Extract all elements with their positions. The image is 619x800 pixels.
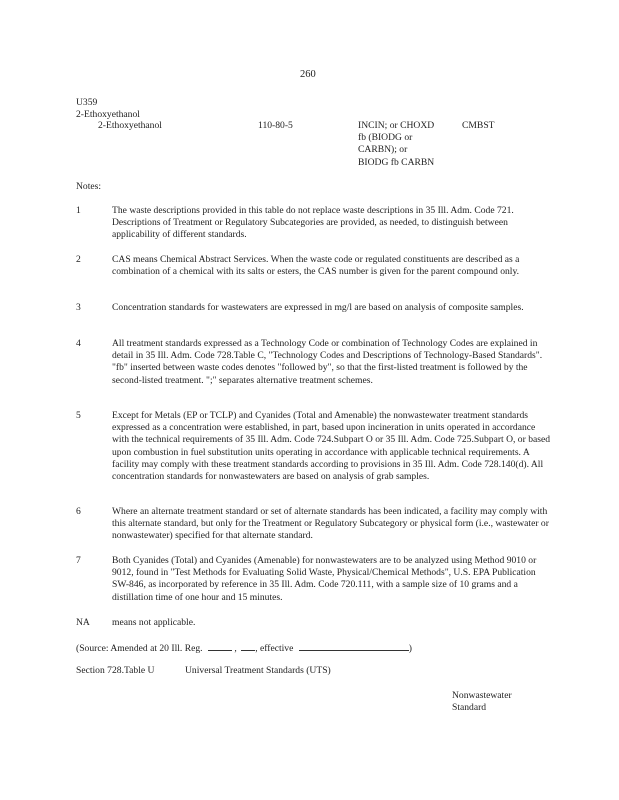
standard-line: CARBN); or <box>358 144 408 156</box>
section-number: Section 728.Table U <box>76 665 155 676</box>
note-number: 7 <box>76 555 81 566</box>
waste-name: 2-Ethoxyethanol <box>76 109 140 120</box>
page-blank <box>241 641 255 651</box>
source-prefix: (Source: Amended at 20 Ill. Reg. <box>76 643 203 654</box>
note-number: 3 <box>76 302 81 313</box>
section-heading: Universal Treatment Standards (UTS) <box>185 665 331 676</box>
volume-blank <box>208 641 232 651</box>
notes-heading: Notes: <box>76 181 102 192</box>
note-number: 2 <box>76 254 81 265</box>
nonwastewater-standard: CMBST <box>462 120 495 131</box>
note-number: 5 <box>76 410 81 421</box>
note-text: The waste descriptions provided in this table do not replace waste descriptions in 35 Ill. Adm. Code 721. Descriptions of Treatment or Regulatory Subcategories are provided, as needed, to distinguish between applicability of different standards. <box>112 205 514 241</box>
standard-line: BIODG fb CARBN <box>358 156 435 168</box>
note-text: Except for Metals (EP or TCLP) and Cyanides (Total and Amenable) the nonwastewater treatment standards expressed as a concentration were established, in part, based upon incineration in units operated in accordance with the technical requirements of 35 Ill. Adm. Code 724.Subpart O or 35 Ill. Adm. Code 725.Subpart O, or based upon combustion in fuel substitution units operating in accordance with applicable technical requirements. A facility may comply with these treatment standards according to provisions in 35 Ill. Adm. Code 728.140(d). All concentration standards for nonwastewaters are based on analysis of grab samples. <box>112 410 551 483</box>
standard-line: INCIN; or CHOXD <box>358 120 435 131</box>
source-close: ) <box>408 643 412 654</box>
note-number: 1 <box>76 205 81 216</box>
note-text: All treatment standards expressed as a Technology Code or combination of Technology Codes are explained in detail in 35 Ill. Adm. Code 728.Table C, "Technology Codes and Descriptions of Technology-Based Standards". "fb" inserted between waste codes denotes "followed by", so that the first-listed treatment is followed by the second-listed treatment. ";" separates alternative treatment schemes. <box>112 338 543 386</box>
column-header <box>452 690 512 714</box>
note-text: Concentration standards for wastewaters are expressed in mg/l are based on analysis of composite samples. <box>112 302 524 313</box>
source-sep: , <box>234 643 237 654</box>
constituent-name: 2-Ethoxyethanol <box>98 120 162 131</box>
column-header-line: Nonwastewater <box>452 690 512 701</box>
note-number: 4 <box>76 338 81 349</box>
note-text: CAS means Chemical Abstract Services. When the waste code or regulated constituents are described as a combination of a chemical with its salts or esters, the CAS number is given for the parent compound only. <box>112 254 520 278</box>
na-abbr: NA <box>76 617 90 628</box>
column-header-line: Standard <box>452 702 487 714</box>
note-number: 6 <box>76 506 81 517</box>
note-text: Where an alternate treatment standard or set of alternate standards has been indicated, a facility may comply with this alternate standard, but only for the Treatment or Regulatory Subcategory or physical form (i.e., wastewater or nonwastewater) specified for that alternate standard. <box>112 506 549 542</box>
note-text: Both Cyanides (Total) and Cyanides (Amenable) for nonwastewaters are to be analyzed using Method 9010 or 9012, found in "Test Methods for Evaluating Solid Waste, Physical/Chemical Methods", U.S. EPA Publication SW-846, as incorporated by reference in 35 Ill. Adm. Code 720.111, with a sample size of 10 grams and a distillation time of one hour and 15 minutes. <box>112 555 537 603</box>
wastewater-standard <box>358 120 434 169</box>
na-text: means not applicable. <box>112 617 196 628</box>
source-effective: , effective <box>255 643 294 654</box>
source-line <box>76 641 412 655</box>
waste-code: U359 <box>76 97 98 108</box>
cas-number: 110-80-5 <box>258 120 293 131</box>
page-number: 260 <box>300 69 316 80</box>
standard-line: fb (BIODG or <box>358 132 413 144</box>
effective-date-blank <box>299 641 409 651</box>
